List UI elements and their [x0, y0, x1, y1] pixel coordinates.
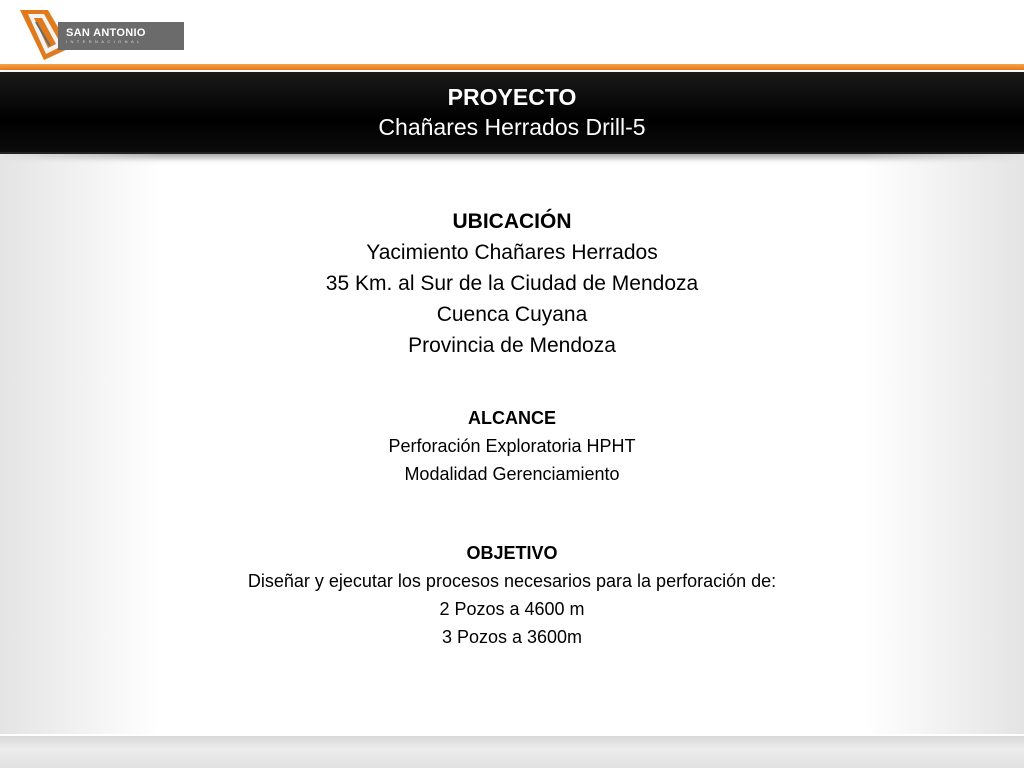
logo-plate	[58, 22, 184, 50]
section-heading: UBICACIÓN	[452, 210, 572, 233]
section-line: Provincia de Mendoza	[408, 334, 616, 357]
section-ubicacion	[0, 206, 1024, 361]
section-line: Perforación Exploratoria HPHT	[388, 436, 636, 456]
section-line: Cuenca Cuyana	[436, 303, 588, 326]
logo-name: SAN ANTONIO	[66, 27, 146, 39]
section-line: Diseñar y ejecutar los procesos necesarios para la perforación de:	[247, 571, 777, 591]
page-title: PROYECTO	[447, 84, 577, 110]
section-heading: OBJETIVO	[466, 543, 558, 563]
section-line: 35 Km. al Sur de la Ciudad de Mendoza	[325, 272, 699, 295]
orange-divider	[0, 64, 1024, 70]
section-heading: ALCANCE	[468, 408, 556, 428]
section-objetivo	[0, 539, 1024, 651]
slide-content	[0, 206, 1024, 651]
section-line: 2 Pozos a 4600 m	[439, 599, 585, 619]
bottom-bar	[0, 736, 1024, 768]
section-line: Yacimiento Chañares Herrados	[366, 241, 658, 264]
section-line: 3 Pozos a 3600m	[441, 627, 583, 647]
section-alcance	[0, 404, 1024, 488]
logo-subtitle: INTERNACIONAL	[66, 39, 143, 44]
page-subtitle: Chañares Herrados Drill-5	[378, 114, 646, 140]
title-band	[0, 72, 1024, 154]
section-line: Modalidad Gerenciamiento	[404, 464, 620, 484]
company-logo	[18, 8, 168, 62]
